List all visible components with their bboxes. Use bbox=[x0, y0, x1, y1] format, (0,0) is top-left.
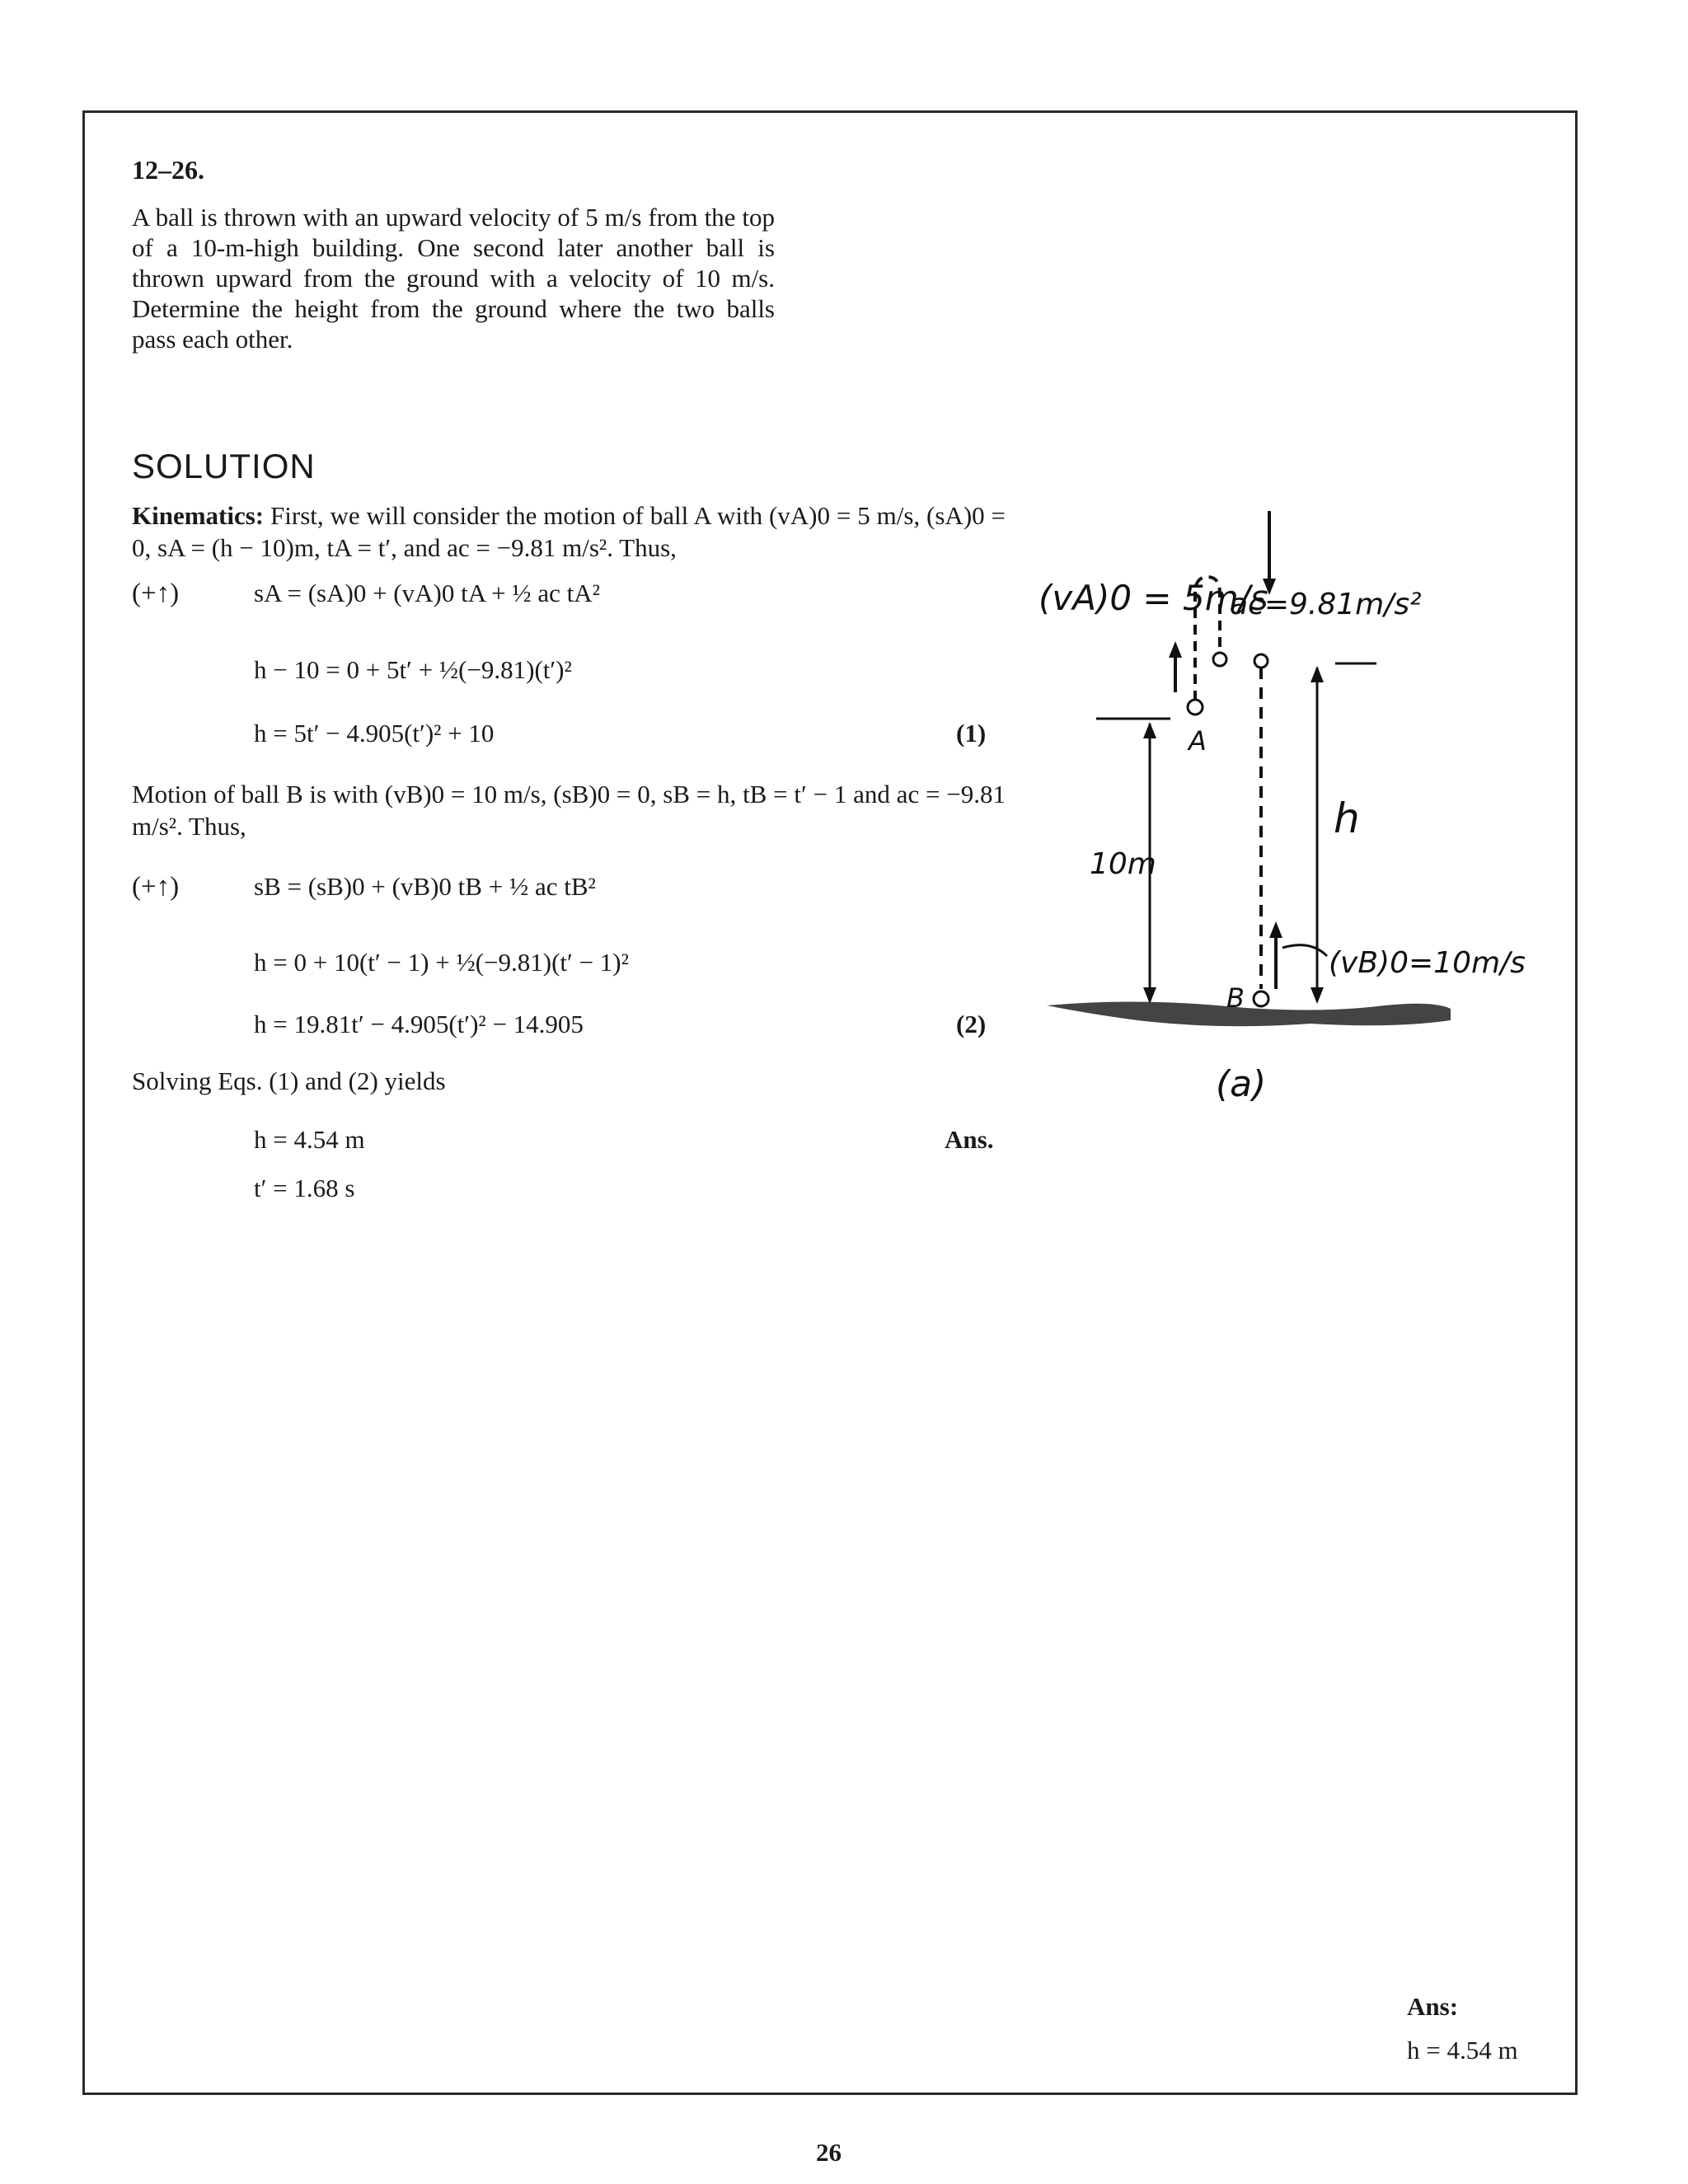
equation-b1: sB = (sB)0 + (vB)0 tB + ½ ac tB² bbox=[254, 872, 596, 901]
vb-leader bbox=[1282, 945, 1327, 956]
figure-a bbox=[1039, 503, 1566, 1129]
equation-tag-1: (1) bbox=[956, 719, 987, 748]
label-vb: (vB)0=10m/s bbox=[1329, 946, 1526, 980]
dimension-arrow-down bbox=[1143, 987, 1156, 1004]
h-arrow-up bbox=[1311, 666, 1324, 682]
ball-b-arrowhead bbox=[1269, 921, 1282, 938]
ball-a bbox=[1188, 700, 1203, 715]
answer-value: h = 4.54 m bbox=[1407, 2036, 1518, 2064]
label-b: B bbox=[1226, 982, 1245, 1014]
sign-convention-b: (+↑) bbox=[132, 872, 180, 902]
ball-a-top bbox=[1213, 653, 1226, 666]
label-a: A bbox=[1189, 725, 1207, 757]
label-10m: 10m bbox=[1090, 847, 1156, 881]
kinematics-paragraph bbox=[132, 499, 1006, 564]
label-h: h bbox=[1334, 794, 1360, 842]
answer-label: Ans: bbox=[1407, 1992, 1459, 2021]
ball-b bbox=[1254, 991, 1268, 1006]
solving-text: Solving Eqs. (1) and (2) yields bbox=[132, 1066, 446, 1095]
sign-convention-a: (+↑) bbox=[132, 579, 180, 608]
equation-b3: h = 19.81t′ − 4.905(t′)² − 14.905 bbox=[254, 1010, 584, 1038]
label-va: (vA)0 = 5m/s bbox=[1039, 578, 1268, 618]
equation-b2: h = 0 + 10(t′ − 1) + ½(−9.81)(t′ − 1)² bbox=[254, 948, 629, 977]
problem-statement: A ball is thrown with an upward velocity of 5 m/s from the top of a 10-m-high building. One second later another ball is thrown upward from the ground with a velocity of 10 m/s. Determine the height from the ground where the two balls pass each other. bbox=[132, 203, 775, 354]
page-number: 26 bbox=[816, 2138, 842, 2167]
result-h: h = 4.54 m bbox=[254, 1125, 365, 1154]
ground-hatch bbox=[1047, 1001, 1451, 1026]
equation-tag-2: (2) bbox=[956, 1010, 987, 1038]
h-arrow-down bbox=[1311, 987, 1324, 1004]
ball-a-arrowhead bbox=[1169, 641, 1182, 658]
figure-caption: (a) bbox=[1216, 1063, 1267, 1105]
motion-b-paragraph: Motion of ball B is with (vB)0 = 10 m/s, (sB)0 = 0, sB = h, tB = t′ − 1 and ac = −9.81 m/s². Thus, bbox=[132, 780, 1006, 841]
equation-a2: h − 10 = 0 + 5t′ + ½(−9.81)(t′)² bbox=[254, 655, 572, 684]
result-t: t′ = 1.68 s bbox=[254, 1174, 355, 1202]
label-ac: ac=9.81m/s² bbox=[1230, 588, 1422, 621]
equation-a1: sA = (sA)0 + (vA)0 tA + ½ ac tA² bbox=[254, 579, 600, 607]
dimension-arrow-up bbox=[1143, 722, 1156, 738]
ball-b-top bbox=[1254, 654, 1268, 668]
equation-a3: h = 5t′ − 4.905(t′)² + 10 bbox=[254, 719, 495, 748]
kinematics-label: Kinematics: bbox=[132, 501, 265, 530]
problem-number: 12–26. bbox=[132, 155, 204, 185]
kinematics-text: First, we will consider the motion of ball A with (vA)0 = 5 m/s, (sA)0 = 0, sA = (h − 10)m, tA = t′, and ac = −9.81 m/s². Thus, bbox=[132, 501, 1006, 562]
result-ans-tag: Ans. bbox=[945, 1125, 994, 1154]
solution-heading: SOLUTION bbox=[132, 447, 316, 485]
